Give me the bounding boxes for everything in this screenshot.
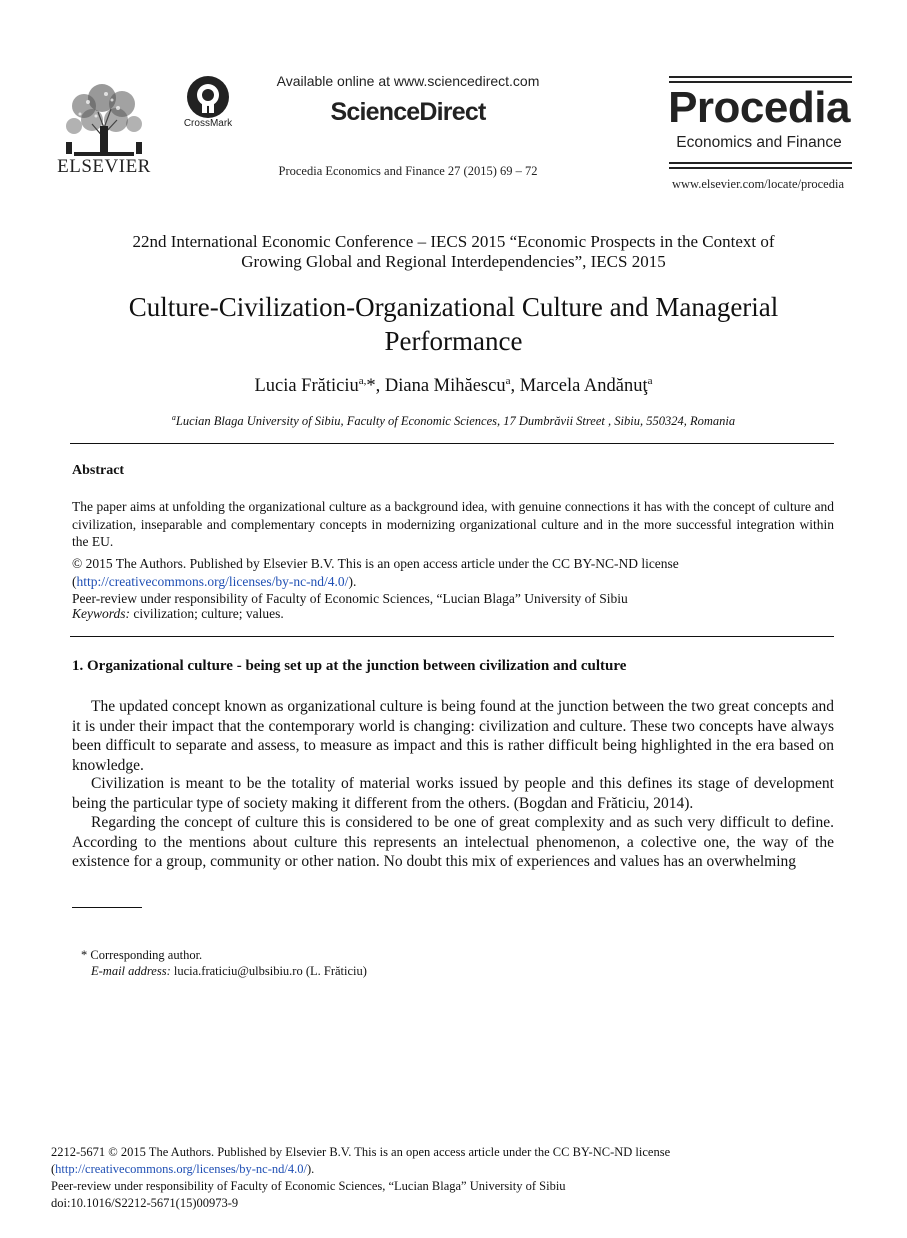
paren-close: ). — [306, 1162, 315, 1176]
keywords — [72, 605, 834, 623]
author-affiliation-mark: a — [647, 375, 653, 387]
author-name: Lucia Frăticiu — [254, 376, 359, 397]
keywords-label: Keywords: — [72, 606, 130, 621]
author-separator: , — [510, 376, 520, 397]
paragraph: The updated concept known as organizational culture is being found at the junction between the two great concepts and it is under their impact that the contemporary world is changing: civilization and culture. These two concepts have always been difficult to separate and assess, to measure as impact and this is rather difficult being highlighted in the era based on knowledge. — [72, 698, 834, 774]
paragraph: Regarding the concept of culture this is considered to be one of great complexity and as such very difficult to define. According to the mentions about culture this represents an intelectual phenomenon, a colective one, the way of the existence for a group, community or other nation. No doubt this mix of experiences and values has an overwhelming — [72, 814, 834, 870]
author-separator: *, — [366, 376, 385, 397]
conference-line-2: Growing Global and Regional Interdependencies”, IECS 2015 — [241, 252, 666, 271]
procedia-title: Procedia — [668, 83, 850, 132]
author-affiliation-mark: a, — [358, 375, 367, 387]
bottom-license-line — [51, 1161, 314, 1178]
procedia-subtitle: Economics and Finance — [676, 134, 842, 151]
bottom-license-link[interactable]: http://creativecommons.org/licenses/by-nc-nd/4.0/ — [55, 1162, 307, 1176]
license-link[interactable]: http://creativecommons.org/licenses/by-nc-nd/4.0/ — [76, 573, 349, 589]
paren-open: ( — [72, 573, 77, 589]
paper-title-line-1: Culture-Civilization-Organizational Culture and Managerial — [128, 292, 779, 322]
author-name: Diana Mihăescu — [384, 376, 506, 397]
procedia-rule-bottom-2 — [669, 167, 852, 169]
author-affiliation-mark: a — [505, 375, 511, 387]
copyright-notice — [72, 555, 834, 590]
footnote-rule — [72, 907, 142, 908]
abstract-body: The paper aims at unfolding the organizational culture as a background idea, with genuine connections it has with the concept of culture and civilization, inseparable and complementary concepts in modernizing organizational culture and in the more successful integration within the EU. — [72, 499, 834, 549]
paper-title — [70, 290, 837, 358]
divider-top — [70, 443, 834, 444]
publisher-name: ELSEVIER — [57, 156, 151, 177]
procedia-rule-bottom — [669, 162, 852, 164]
copyright-text: © 2015 The Authors. Published by Elsevier B.V. This is an open access article under the CC BY-NC-ND license — [72, 556, 679, 571]
divider-bottom — [70, 636, 834, 637]
paragraph: Civilization is meant to be the totality of material works issued by people and this defines its stage of development being the particular type of society making it different from the others. (Bogdan and Frăticiu, 2014). — [72, 775, 834, 812]
conference-line-1: 22nd International Economic Conference – IECS 2015 “Economic Prospects in the Context of — [132, 232, 775, 251]
author-list — [60, 375, 847, 397]
paper-title-line-2: Performance — [384, 326, 523, 356]
paren-open: ( — [51, 1162, 56, 1176]
affiliation — [60, 413, 847, 429]
crossmark-icon[interactable] — [185, 74, 231, 120]
sciencedirect-wordmark: ScienceDirect — [330, 98, 486, 126]
conference-info — [60, 232, 847, 272]
affiliation-mark: a — [171, 413, 176, 422]
issn-copyright: 2212-5671 © 2015 The Authors. Published by Elsevier B.V. This is an open access article under the CC BY-NC-ND license — [51, 1145, 671, 1159]
email-note — [91, 964, 367, 979]
section-heading: 1. Organizational culture - being set up at the junction between civilization and culture — [72, 658, 627, 674]
procedia-rule-top — [669, 76, 852, 78]
bottom-peer-review: Peer-review under responsibility of Faculty of Economic Sciences, “Lucian Blaga” University of Sibiu — [51, 1179, 566, 1193]
peer-review-note: Peer-review under responsibility of Faculty of Economic Sciences, “Lucian Blaga” University of Sibiu — [72, 591, 628, 606]
license-line — [72, 573, 834, 591]
affiliation-text: Lucian Blaga University of Sibiu, Faculty of Economic Sciences, 17 Dumbrăvii Street , Sibiu, 550324, Romania — [175, 414, 736, 429]
journal-reference: Procedia Economics and Finance 27 (2015) 69 – 72 — [278, 164, 538, 178]
procedia-url[interactable]: www.elsevier.com/locate/procedia — [671, 177, 845, 191]
crossmark-label: CrossMark — [183, 118, 233, 129]
paren-close: ). — [348, 573, 357, 589]
abstract-heading: Abstract — [72, 463, 125, 478]
email-address[interactable]: lucia.fraticiu@ulbsibiu.ro (L. Frăticiu) — [170, 964, 367, 978]
doi[interactable]: doi:10.1016/S2212-5671(15)00973-9 — [51, 1196, 239, 1210]
author-name: Marcela Andănuţ — [519, 376, 648, 397]
corresponding-author-note: * Corresponding author. — [81, 948, 203, 962]
available-online[interactable]: Available online at www.sciencedirect.com — [276, 73, 540, 89]
keywords-list: civilization; culture; values. — [130, 606, 284, 621]
email-label: E-mail address: — [91, 964, 171, 978]
